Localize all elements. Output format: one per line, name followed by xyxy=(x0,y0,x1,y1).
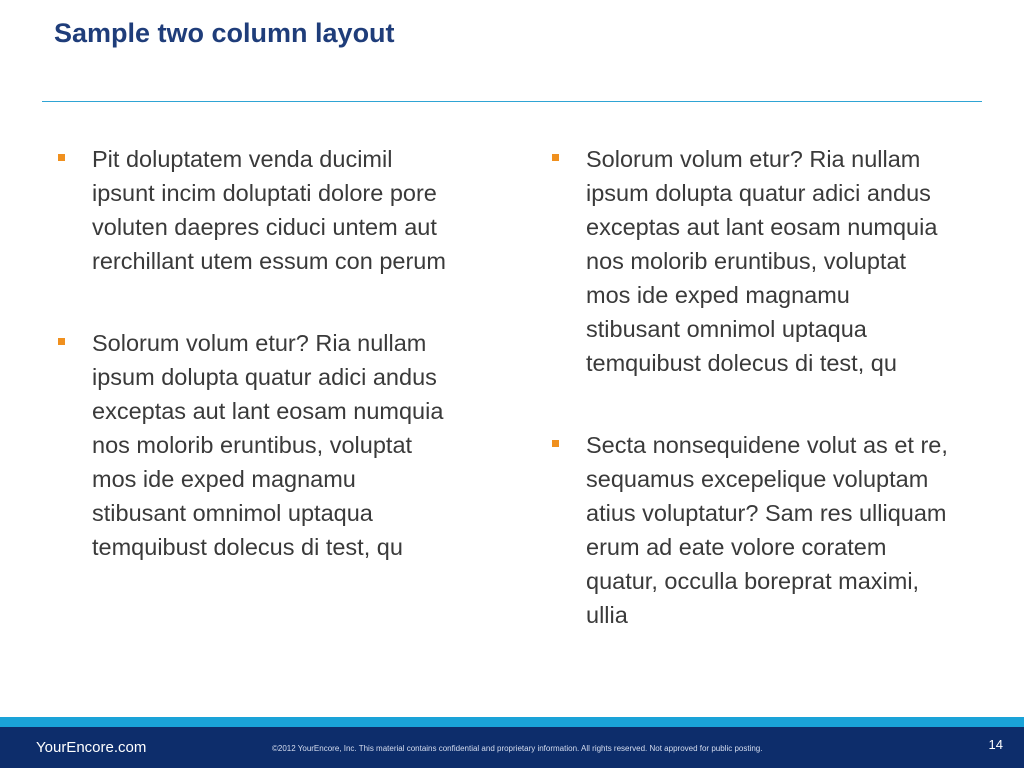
square-bullet-icon xyxy=(552,440,559,447)
bullet-item xyxy=(550,428,950,632)
square-bullet-icon xyxy=(58,154,65,161)
bullet-text: Solorum volum etur? Ria nullam ipsum dolupta quatur adici andus exceptas aut lant eosam numquia nos molorib eruntibus, voluptat mos ide exped magnamu stibusant omnimol uptaqua temquibust dolecus di test, qu xyxy=(586,146,938,376)
right-bullet-list xyxy=(550,142,950,632)
page-number: 14 xyxy=(988,737,1003,752)
left-bullet-list xyxy=(56,142,456,564)
bullet-item xyxy=(56,142,456,278)
left-column xyxy=(56,142,456,612)
bullet-text: Solorum volum etur? Ria nullam ipsum dolupta quatur adici andus exceptas aut lant eosam numquia nos molorib eruntibus, voluptat mos ide exped magnamu stibusant omnimol uptaqua temquibust dolecus di test, qu xyxy=(92,330,444,560)
footer-brand: YourEncore.com xyxy=(36,739,147,756)
bullet-text: Secta nonsequidene volut as et re, sequamus excepelique voluptam atius voluptatur? Sam res ulliquam erum ad eate volore coratem quatur, occulla boreprat maximi, ullia xyxy=(586,432,948,628)
title-divider xyxy=(42,101,982,102)
slide-title: Sample two column layout xyxy=(54,18,395,48)
footer-accent-bar xyxy=(0,717,1024,727)
footer-legal-notice: ©2012 YourEncore, Inc. This material contains confidential and proprietary information. All rights reserved. Not approved for public posting. xyxy=(272,744,763,753)
square-bullet-icon xyxy=(58,338,65,345)
bullet-item xyxy=(56,326,456,564)
right-column xyxy=(550,142,950,680)
bullet-item xyxy=(550,142,950,380)
square-bullet-icon xyxy=(552,154,559,161)
bullet-text: Pit doluptatem venda ducimil ipsunt incim doluptati dolore pore voluten daepres ciduci untem aut rerchillant utem essum con perum xyxy=(92,146,446,274)
